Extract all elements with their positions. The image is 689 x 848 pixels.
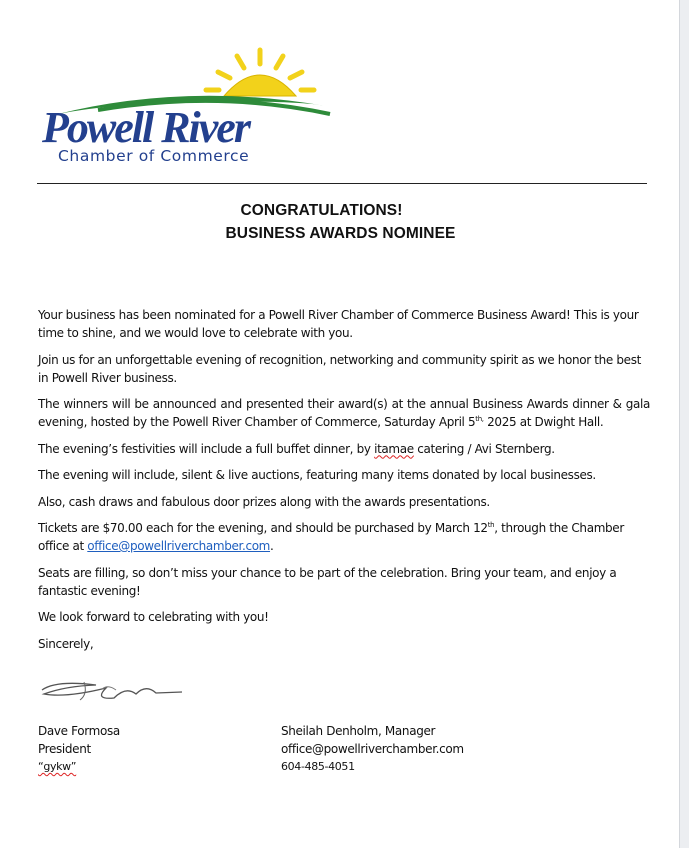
email-link[interactable]: office@powellriverchamber.com [87, 539, 271, 553]
paragraph-nomination: Your business has been nominated for a Powell River Chamber of Commerce Business Award! This is your time to shine, and we would love to celebrate with you. [38, 308, 639, 340]
paragraph-tickets: Tickets are $70.00 each for the evening, and should be purchased by March 12th, through the Chamber office at office@powellriverchamber.com. [38, 521, 624, 553]
letter-body [38, 306, 650, 661]
chamber-logo [38, 44, 338, 166]
paragraph-event-details: The winners will be announced and presented their award(s) at the annual Business Awards dinner & gala evening, hosted by the Powell River Chamber of Commerce, Saturday April $5^{th,}$ 2025 at Dwight Hall. [38, 397, 650, 429]
paragraph-seats: Seats are filling, so don’t miss your chance to be part of the celebration. Bring your team, and enjoy a fantastic evening! [38, 565, 617, 598]
signatory-manager [281, 723, 464, 776]
window-scrollbar-edge[interactable] [679, 0, 689, 848]
president-name: Dave Formosa [38, 724, 120, 738]
manager-email: office@powellriverchamber.com [281, 741, 464, 756]
signatory-president [38, 723, 120, 776]
header-divider [37, 183, 647, 184]
heading-nominee: BUSINESS AWARDS NOMINEE [225, 225, 456, 242]
logo-subtitle: Chamber of Commerce [58, 147, 250, 165]
president-note: “gykw” [38, 760, 77, 773]
paragraph-invitation: Join us for an unforgettable evening of recognition, networking and community spirit as we honor the best in Powell River business. [38, 352, 641, 385]
paragraph-closing-line: We look forward to celebrating with you! [38, 610, 269, 624]
spellcheck-word[interactable]: itamae [374, 441, 414, 456]
signature-image [36, 676, 186, 706]
closing-salutation: Sincerely, [38, 636, 94, 651]
logo-wordmark: Powell River [42, 103, 249, 152]
paragraph-dinner: The evening’s festivities will include a full buffet dinner, by itamae catering / Avi Sternberg. [38, 441, 555, 456]
manager-name: Sheilah Denholm, Manager [281, 724, 436, 738]
paragraph-prizes: Also, cash draws and fabulous door prizes along with the awards presentations. [38, 494, 490, 509]
heading-congratulations: CONGRATULATIONS! [240, 202, 403, 219]
manager-phone: 604-485-4051 [281, 760, 355, 773]
paragraph-auctions: The evening will include, silent & live auctions, featuring many items donated by local businesses. [38, 468, 596, 482]
president-title: President [38, 741, 91, 756]
